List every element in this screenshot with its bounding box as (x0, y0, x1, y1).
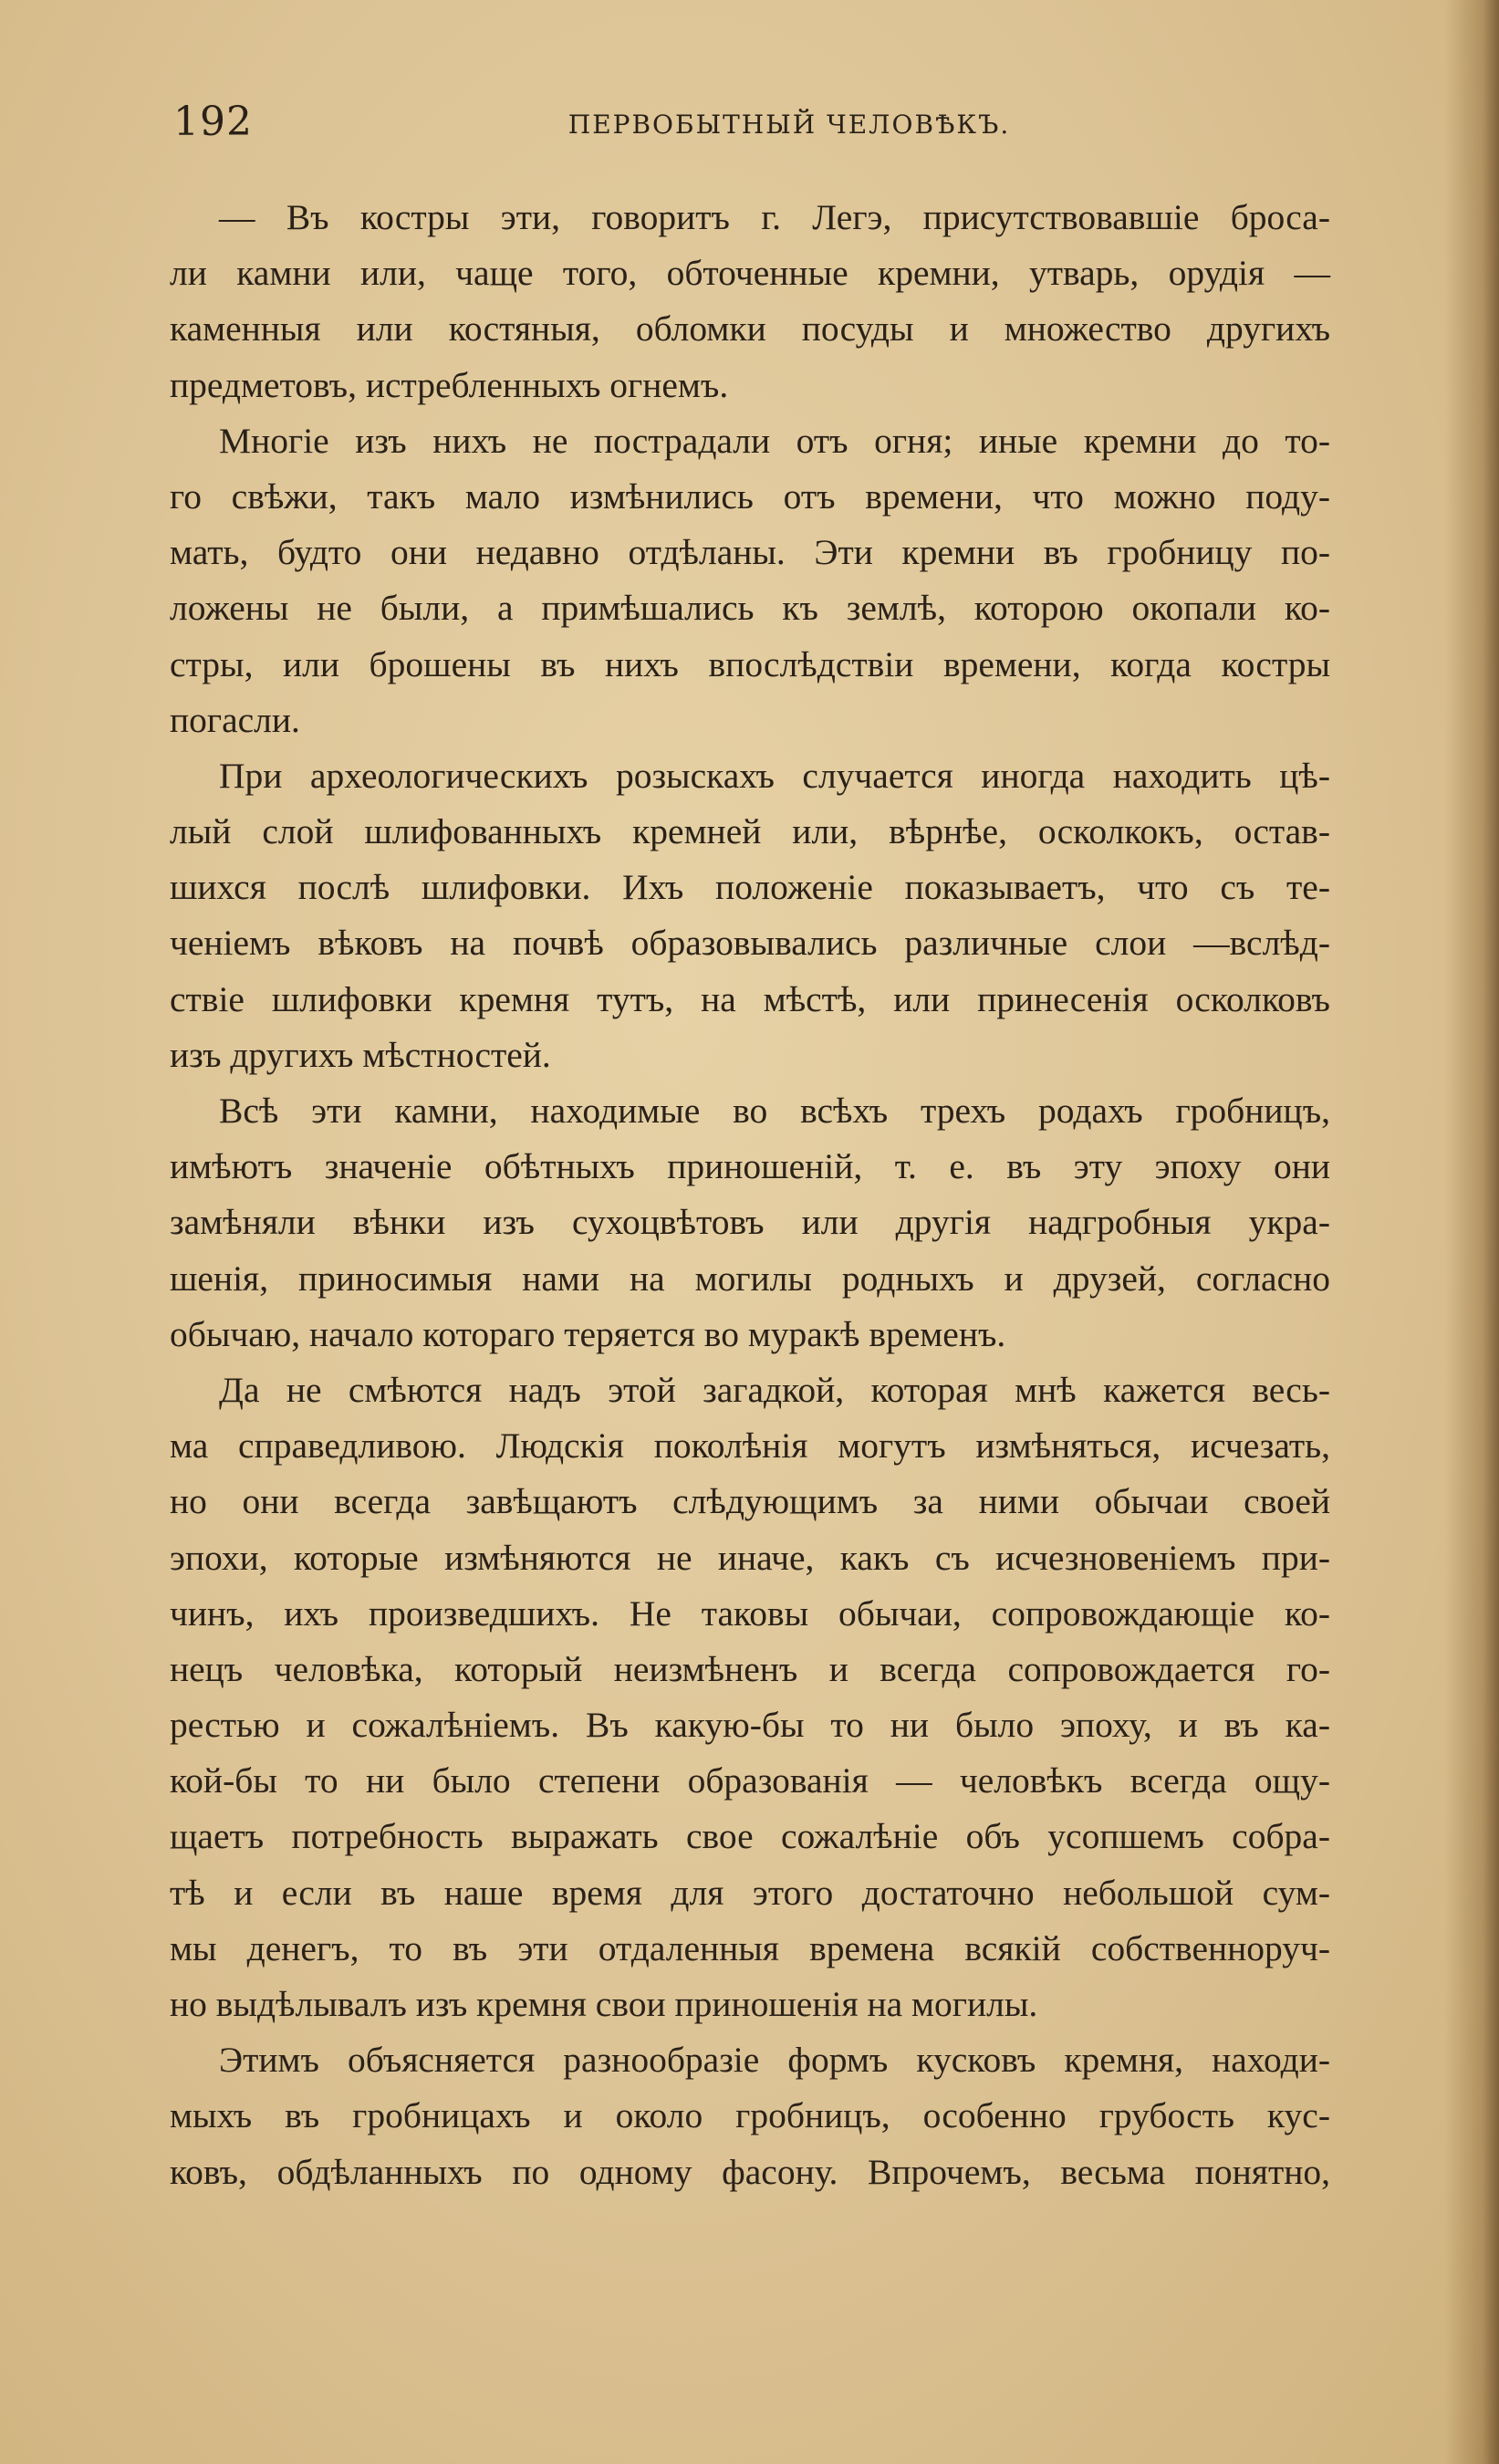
text-line: эпохи, которые измѣняются не иначе, какъ съ исчезновеніемъ при- (170, 1537, 1330, 1578)
text-line: шихся послѣ шлифовки. Ихъ положеніе показываетъ, что съ те- (170, 867, 1330, 908)
paragraph-3 (170, 748, 1330, 1083)
text-line: Всѣ эти камни, находимые во всѣхъ трехъ родахъ гробницъ, (219, 1091, 1330, 1131)
text-line: ли камни или, чаще того, обточенные кремни, утварь, орудія — (170, 253, 1330, 294)
text-line: замѣняли вѣнки изъ сухоцвѣтовъ или другія надгробныя укра- (170, 1202, 1330, 1243)
text-line: ченіемъ вѣковъ на почвѣ образовывались различные слои —вслѣд- (170, 923, 1330, 964)
text-line: ковъ, обдѣланныхъ по одному фасону. Впрочемъ, весьма понятно, (170, 2151, 1330, 2192)
text-line: При археологическихъ розыскахъ случается иногда находить цѣ- (219, 755, 1330, 796)
text-line: ствіе шлифовки кремня тутъ, на мѣстѣ, или принесенія осколковъ (170, 978, 1330, 1019)
page-header (173, 99, 1332, 162)
text-line: мать, будто они недавно отдѣланы. Эти кремни въ гробницу по- (170, 532, 1330, 573)
paragraph-5 (170, 1363, 1330, 2032)
text-line: нецъ человѣка, который неизмѣненъ и всегда сопровождается го- (170, 1648, 1330, 1689)
text-line: погасли. (170, 699, 300, 740)
text-line: каменныя или костяныя, обломки посуды и множество другихъ (170, 308, 1330, 350)
text-line: — Въ костры эти, говоритъ г. Легэ, присутствовавшіе броса- (219, 197, 1330, 237)
text-line: ложены не были, а примѣшались къ землѣ, которою окопали ко- (170, 588, 1330, 629)
text-line: чинъ, ихъ произведшихъ. Не таковы обычаи, сопровождающіе ко- (170, 1592, 1330, 1634)
body-text (170, 190, 1330, 2200)
text-line: но выдѣлывалъ изъ кремня свои приношенія на могилы. (170, 1984, 1038, 2024)
text-line: Этимъ объясняется разнообразіе формъ кусковъ кремня, находи- (219, 2040, 1330, 2081)
paragraph-6 (170, 2032, 1330, 2200)
text-line: шенія, приносимыя нами на могилы родныхъ и друзей, согласно (170, 1258, 1330, 1299)
text-line: мы денегъ, то въ эти отдаленныя времена всякій собственноруч- (170, 1927, 1330, 1968)
text-line: рестью и сожалѣніемъ. Въ какую-бы то ни было эпоху, и въ ка- (170, 1705, 1330, 1746)
text-line: мыхъ въ гробницахъ и около гробницъ, особенно грубость кус- (170, 2095, 1330, 2136)
text-line: имѣютъ значеніе обѣтныхъ приношеній, т. е. въ эту эпоху они (170, 1146, 1330, 1187)
text-line: кой-бы то ни было степени образованія — человѣкъ всегда ощу- (170, 1760, 1330, 1801)
paragraph-2 (170, 413, 1330, 748)
text-line: Многіе изъ нихъ не пострадали отъ огня; иные кремни до то- (219, 420, 1330, 461)
text-line: обычаю, начало котораго теряется во муракѣ временъ. (170, 1313, 1006, 1354)
page-number: 192 (173, 99, 253, 145)
text-line: ма справедливою. Людскія поколѣнія могутъ измѣняться, исчезать, (170, 1425, 1330, 1467)
paragraph-1 (170, 190, 1330, 413)
text-line: изъ другихъ мѣстностей. (170, 1034, 551, 1075)
text-line: щаетъ потребность выражать свое сожалѣніе объ усопшемъ собра- (170, 1816, 1330, 1857)
text-line: Да не смѣются надъ этой загадкой, которая мнѣ кажется весь- (219, 1369, 1330, 1410)
text-line: стры, или брошены въ нихъ впослѣдствіи времени, когда костры (170, 643, 1330, 684)
text-line: го свѣжи, такъ мало измѣнились отъ времени, что можно поду- (170, 475, 1330, 517)
running-title: ПЕРВОБЫТНЫЙ ЧЕЛОВѢКЪ. (567, 110, 1011, 140)
text-line: но они всегда завѣщаютъ слѣдующимъ за ними обычаи своей (170, 1481, 1330, 1522)
text-line: тѣ и если въ наше время для этого достаточно небольшой сум- (170, 1872, 1330, 1913)
page-edge-shadow (1444, 0, 1499, 2464)
text-line: лый слой шлифованныхъ кремней или, вѣрнѣе, осколкокъ, остав- (170, 811, 1330, 852)
paragraph-4 (170, 1083, 1330, 1363)
text-line: предметовъ, истребленныхъ огнемъ. (170, 364, 729, 405)
